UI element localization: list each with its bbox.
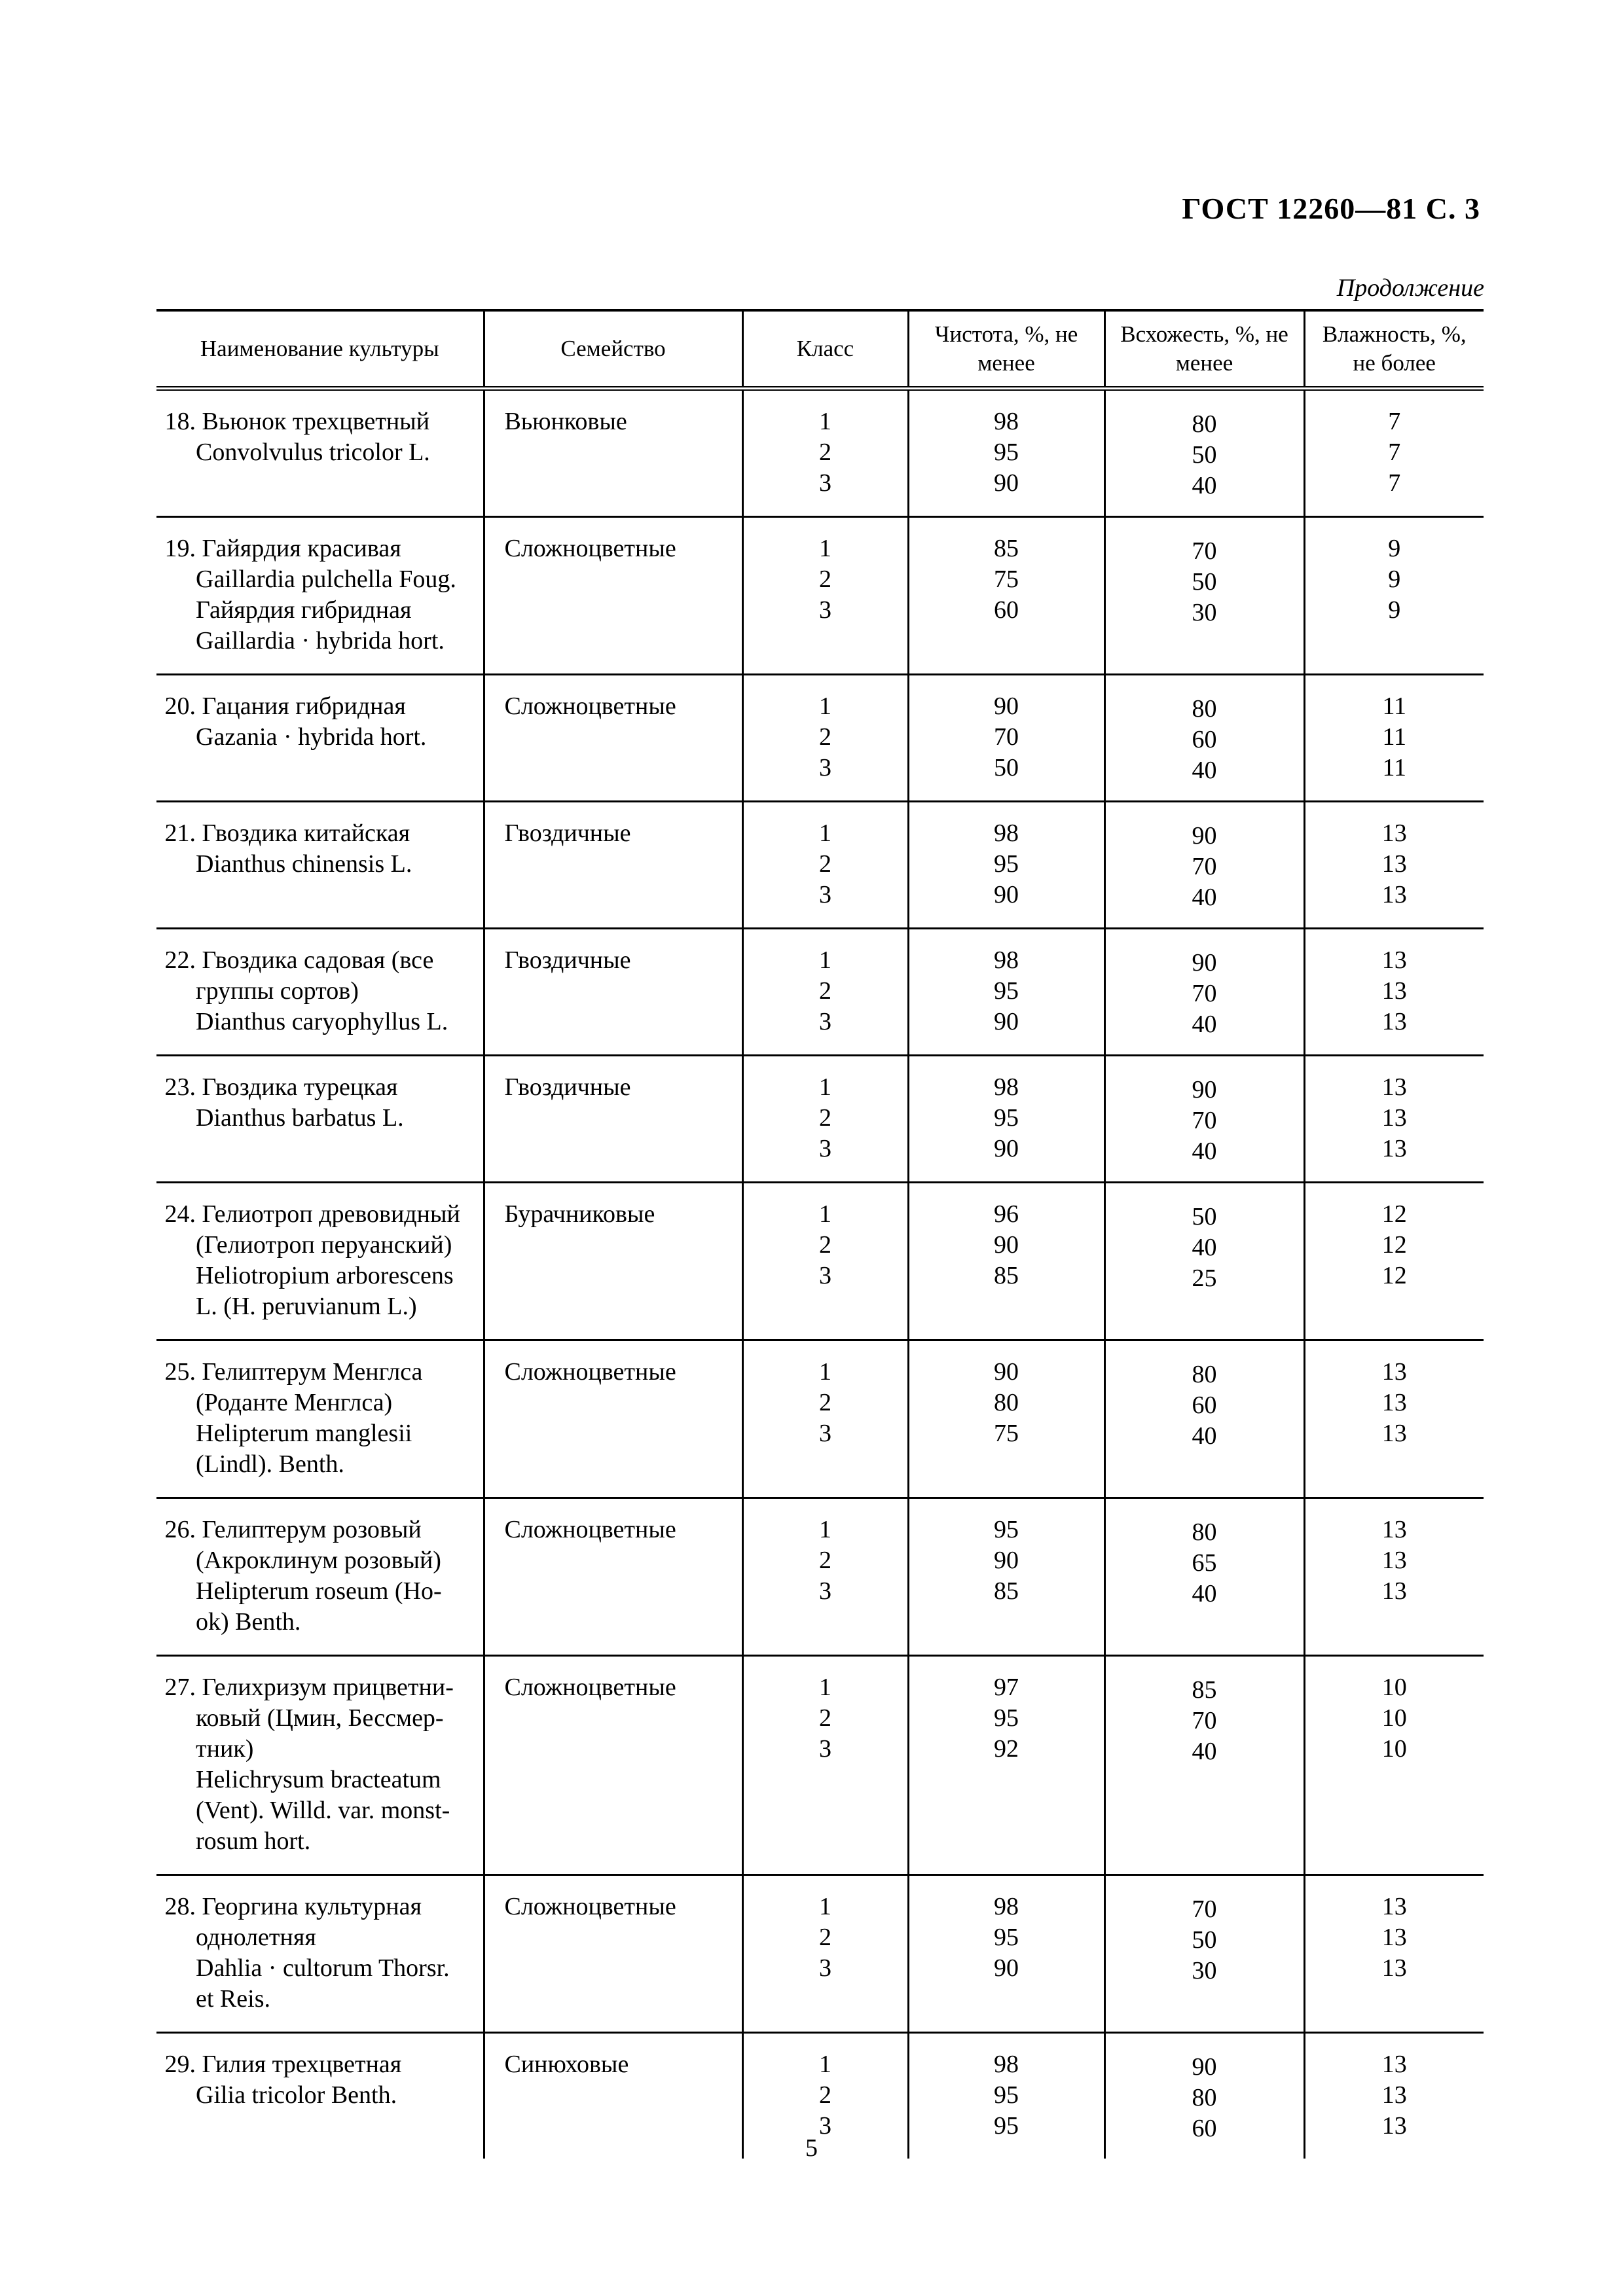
moisture-cell-value: 9 [1388,565,1401,593]
class-cell [742,389,908,517]
purity-cell-value: 90 [994,469,1019,497]
moisture-cell-value: 12 [1381,1200,1407,1228]
purity-cell-value: 85 [994,1577,1019,1605]
germination-cell-value: 60 [1192,726,1217,753]
moisture-cell-value: 13 [1381,2112,1407,2140]
purity-cell-value: 75 [994,565,1019,593]
culture-name-line [156,406,478,437]
class-cell-value: 1 [819,1893,831,1920]
germination-cell-value: 50 [1192,568,1217,596]
purity-cell-value: 50 [994,754,1019,781]
table-row [156,675,1484,802]
moisture-cell [1304,1656,1484,1875]
purity-cell [908,1498,1104,1656]
purity-cell [908,517,1104,675]
moisture-cell [1304,1056,1484,1183]
culture-name-cell [156,517,484,675]
germination-cell-value: 70 [1192,1895,1217,1923]
class-cell-value: 1 [819,692,831,720]
table-row [156,1498,1484,1656]
row-number: 26. [164,1516,196,1543]
row-number: 21. [164,819,196,847]
purity-cell-value: 85 [994,1262,1019,1289]
purity-cell-value: 90 [994,1954,1019,1982]
class-cell-value: 2 [819,850,831,878]
purity-cell [908,1340,1104,1498]
class-cell-value: 2 [819,565,831,593]
culture-name-text: Гвоздика китайская [202,819,410,847]
purity-cell-value: 95 [994,850,1019,878]
moisture-cell-value: 9 [1388,535,1401,562]
culture-name-cell [156,1498,484,1656]
culture-name-cell [156,1656,484,1875]
purity-cell-value: 98 [994,1073,1019,1101]
class-cell-value: 2 [819,1389,831,1416]
culture-name-line: Dahlia · cultorum Thorsr. [196,1954,450,1982]
class-cell-value: 3 [819,1954,831,1982]
row-number: 20. [164,692,196,720]
purity-cell [908,1183,1104,1340]
culture-name-line: (Гелиотроп перуанский) [196,1231,452,1259]
class-cell-value: 3 [819,469,831,497]
germination-cell [1104,517,1304,675]
row-number: 18. [164,408,196,435]
class-cell-value: 1 [819,408,831,435]
culture-name-line [156,1199,478,1230]
moisture-cell [1304,1875,1484,2033]
moisture-cell-value: 13 [1381,946,1407,974]
purity-cell-value: 70 [994,723,1019,751]
culture-name-cell [156,929,484,1056]
culture-name-cell [156,802,484,929]
moisture-cell-value: 12 [1381,1231,1407,1259]
row-number: 22. [164,946,196,974]
purity-cell-value: 95 [994,2112,1019,2140]
germination-cell-value: 80 [1192,2084,1217,2111]
germination-cell-value: 25 [1192,1265,1217,1292]
culture-name-cell [156,1056,484,1183]
class-cell [742,675,908,802]
column-header-family: Семейство [484,310,742,389]
table-row [156,929,1484,1056]
class-cell-value: 3 [819,1135,831,1162]
purity-cell-value: 85 [994,535,1019,562]
germination-cell-value: 60 [1192,2115,1217,2142]
class-cell-value: 1 [819,1674,831,1701]
class-cell-value: 3 [819,596,831,624]
class-cell-value: 3 [819,1577,831,1605]
culture-name-text: Гилия трехцветная [202,2051,402,2078]
moisture-cell-value: 13 [1381,1924,1407,1951]
class-cell [742,1656,908,1875]
germination-cell-value: 40 [1192,472,1217,499]
culture-name-line: (Lindl). Benth. [196,1450,344,1478]
culture-name-line [156,945,478,976]
culture-name-line: Helipterum roseum (Ho- [196,1577,442,1605]
class-cell-value: 1 [819,2051,831,2078]
culture-name-line: однолетняя [196,1924,316,1951]
germination-cell-value: 90 [1192,949,1217,977]
class-cell [742,1340,908,1498]
class-cell-value: 2 [819,2081,831,2109]
column-header-purity: Чистота, %, не менее [908,310,1104,389]
culture-name-line: L. (H. peruvianum L.) [196,1293,417,1320]
row-number: 29. [164,2051,196,2078]
family-cell: Вьюнковые [484,389,742,517]
germination-cell-value: 40 [1192,884,1217,911]
purity-cell-value: 95 [994,1104,1019,1132]
germination-cell-value: 40 [1192,1138,1217,1165]
purity-cell-value: 92 [994,1735,1019,1763]
germination-cell-value: 65 [1192,1549,1217,1577]
table-row [156,1875,1484,2033]
culture-name-text: Гелиптерум розовый [202,1516,422,1543]
moisture-cell-value: 13 [1381,1073,1407,1101]
culture-name-cell [156,389,484,517]
table-row [156,389,1484,517]
moisture-cell [1304,1183,1484,1340]
purity-cell-value: 90 [994,1008,1019,1035]
purity-cell-value: 98 [994,946,1019,974]
table-row [156,1656,1484,1875]
germination-cell-value: 40 [1192,1234,1217,1261]
moisture-cell-value: 13 [1381,819,1407,847]
germination-cell [1104,1875,1304,2033]
class-cell-value: 2 [819,977,831,1005]
culture-name-line: Dianthus chinensis L. [196,850,412,878]
purity-cell-value: 80 [994,1389,1019,1416]
class-cell [742,1498,908,1656]
row-number: 28. [164,1893,196,1920]
culture-name-line [156,533,478,564]
table-row [156,802,1484,929]
germination-cell-value: 80 [1192,410,1217,438]
class-cell [742,1875,908,2033]
row-number: 25. [164,1358,196,1386]
culture-name-line: rosum hort. [196,1827,311,1855]
culture-name-line [156,1892,478,1922]
culture-name-line: группы сортов) [196,977,359,1005]
moisture-cell [1304,675,1484,802]
purity-cell-value: 95 [994,977,1019,1005]
moisture-cell-value: 13 [1381,1420,1407,1447]
culture-name-line: ok) Benth. [196,1608,301,1636]
germination-cell-value: 50 [1192,1203,1217,1230]
germination-cell [1104,389,1304,517]
purity-cell-value: 95 [994,1516,1019,1543]
purity-cell-value: 90 [994,1358,1019,1386]
table-row [156,517,1484,675]
purity-cell [908,802,1104,929]
seed-standards-table [156,309,1484,2159]
continuation-label: Продолжение [1336,274,1484,302]
germination-cell-value: 80 [1192,1518,1217,1546]
class-cell-value: 1 [819,1358,831,1386]
purity-cell-value: 95 [994,2081,1019,2109]
germination-cell [1104,1183,1304,1340]
column-header-moisture: Влажность, %, не более [1304,310,1484,389]
moisture-cell-value: 13 [1381,1893,1407,1920]
culture-name-line: Convolvulus tricolor L. [196,439,430,466]
class-cell [742,1183,908,1340]
moisture-cell-value: 13 [1381,1389,1407,1416]
germination-cell-value: 40 [1192,1422,1217,1450]
class-cell [742,929,908,1056]
culture-name-line [156,1072,478,1103]
purity-cell-value: 90 [994,1135,1019,1162]
row-number: 23. [164,1073,196,1101]
family-cell: Бурачниковые [484,1183,742,1340]
germination-cell-value: 80 [1192,695,1217,723]
moisture-cell-value: 13 [1381,2081,1407,2109]
germination-cell [1104,1340,1304,1498]
moisture-cell-value: 7 [1388,408,1401,435]
culture-name-line: Гайярдия гибридная [196,596,412,624]
family-cell: Гвоздичные [484,1056,742,1183]
class-cell-value: 2 [819,723,831,751]
purity-cell [908,389,1104,517]
moisture-cell [1304,802,1484,929]
moisture-cell-value: 9 [1388,596,1401,624]
column-header-class: Класс [742,310,908,389]
moisture-cell [1304,1340,1484,1498]
moisture-cell-value: 13 [1381,977,1407,1005]
row-number: 27. [164,1674,196,1701]
germination-cell-value: 90 [1192,1076,1217,1103]
page-number: 5 [805,2134,818,2162]
family-cell: Сложноцветные [484,675,742,802]
culture-name-line: (Vent). Willd. var. monst- [196,1797,450,1824]
class-cell-value: 3 [819,1735,831,1763]
purity-cell-value: 96 [994,1200,1019,1228]
germination-cell-value: 70 [1192,1107,1217,1134]
class-cell-value: 3 [819,1262,831,1289]
moisture-cell-value: 10 [1381,1674,1407,1701]
culture-name-line: Gaillardia · hybrida hort. [196,627,445,655]
moisture-cell-value: 7 [1388,439,1401,466]
family-cell: Синюховые [484,2033,742,2159]
purity-cell-value: 75 [994,1420,1019,1447]
germination-cell-value: 40 [1192,757,1217,784]
germination-cell-value: 30 [1192,1957,1217,1984]
culture-name-line: Dianthus barbatus L. [196,1104,404,1132]
germination-cell [1104,802,1304,929]
row-number: 24. [164,1200,196,1228]
germination-cell-value: 90 [1192,2053,1217,2081]
moisture-cell-value: 10 [1381,1704,1407,1732]
culture-name-text: Георгина культурная [202,1893,422,1920]
culture-name-line: Heliotropium arborescens [196,1262,454,1289]
germination-cell-value: 40 [1192,1738,1217,1765]
class-cell-value: 1 [819,1200,831,1228]
purity-cell-value: 95 [994,1924,1019,1951]
moisture-cell-value: 13 [1381,1104,1407,1132]
purity-cell-value: 95 [994,1704,1019,1732]
germination-cell-value: 50 [1192,441,1217,469]
culture-name-text: Гелиотроп древовидный [202,1200,460,1228]
moisture-cell [1304,1498,1484,1656]
class-cell-value: 2 [819,1547,831,1574]
germination-cell [1104,1498,1304,1656]
moisture-cell [1304,929,1484,1056]
culture-name-text: Гайярдия красивая [202,535,401,562]
purity-cell [908,1656,1104,1875]
culture-name-text: Гацания гибридная [202,692,406,720]
moisture-cell-value: 10 [1381,1735,1407,1763]
table-body [156,389,1484,2159]
culture-name-line [156,2049,478,2080]
germination-cell-value: 70 [1192,537,1217,565]
germination-cell [1104,675,1304,802]
germination-cell [1104,1656,1304,1875]
class-cell-value: 2 [819,1704,831,1732]
table-row [156,1183,1484,1340]
culture-name-line: ковый (Цмин, Бессмер- [196,1704,444,1732]
moisture-cell-value: 12 [1381,1262,1407,1289]
culture-name-line: Gaillardia pulchella Foug. [196,565,456,593]
moisture-cell-value: 11 [1382,754,1407,781]
class-cell-value: 2 [819,1231,831,1259]
purity-cell-value: 98 [994,819,1019,847]
class-cell-value: 1 [819,1073,831,1101]
moisture-cell-value: 13 [1381,1577,1407,1605]
moisture-cell-value: 13 [1381,850,1407,878]
germination-cell [1104,1056,1304,1183]
culture-name-text: Гвоздика турецкая [202,1073,398,1101]
culture-name-line: Dianthus caryophyllus L. [196,1008,448,1035]
culture-name-cell [156,675,484,802]
family-cell: Сложноцветные [484,1340,742,1498]
germination-cell [1104,929,1304,1056]
column-header-germination: Всхожесть, %, не менее [1104,310,1304,389]
culture-name-line: et Reis. [196,1985,270,2013]
class-cell-value: 2 [819,439,831,466]
culture-name-line: тник) [196,1735,254,1763]
culture-name-line [156,818,478,849]
class-cell-value: 1 [819,1516,831,1543]
purity-cell [908,1875,1104,2033]
document-header: ГОСТ 12260—81 С. 3 [1182,192,1480,225]
class-cell [742,517,908,675]
moisture-cell-value: 7 [1388,469,1401,497]
culture-name-text: Гвоздика садовая (все [202,946,434,974]
class-cell-value: 2 [819,1924,831,1951]
culture-name-text: Гелихризум прицветни- [202,1674,454,1701]
family-cell: Сложноцветные [484,517,742,675]
purity-cell-value: 98 [994,408,1019,435]
table-row [156,1340,1484,1498]
purity-cell-value: 60 [994,596,1019,624]
purity-cell-value: 95 [994,439,1019,466]
culture-name-line: (Роданте Менглса) [196,1389,393,1416]
purity-cell-value: 90 [994,1547,1019,1574]
class-cell-value: 3 [819,1008,831,1035]
purity-cell-value: 90 [994,692,1019,720]
family-cell: Гвоздичные [484,802,742,929]
class-cell [742,1056,908,1183]
purity-cell-value: 98 [994,2051,1019,2078]
germination-cell-value: 70 [1192,980,1217,1007]
germination-cell-value: 50 [1192,1926,1217,1954]
culture-name-line [156,1672,478,1703]
moisture-cell-value: 13 [1381,1008,1407,1035]
class-cell-value: 3 [819,881,831,908]
class-cell-value: 1 [819,535,831,562]
germination-cell-value: 70 [1192,1707,1217,1734]
purity-cell-value: 90 [994,1231,1019,1259]
class-cell-value: 1 [819,819,831,847]
moisture-cell-value: 13 [1381,1547,1407,1574]
row-number: 19. [164,535,196,562]
purity-cell-value: 90 [994,881,1019,908]
class-cell-value: 3 [819,2112,831,2140]
purity-cell-value: 97 [994,1674,1019,1701]
germination-cell-value: 60 [1192,1391,1217,1419]
family-cell: Гвоздичные [484,929,742,1056]
purity-cell [908,1056,1104,1183]
moisture-cell-value: 13 [1381,1135,1407,1162]
family-cell: Сложноцветные [484,1498,742,1656]
class-cell-value: 3 [819,1420,831,1447]
moisture-cell [1304,389,1484,517]
family-cell: Сложноцветные [484,1656,742,1875]
culture-name-line: Helichrysum bracteatum [196,1766,441,1793]
culture-name-line [156,691,478,722]
class-cell [742,802,908,929]
moisture-cell-value: 13 [1381,881,1407,908]
culture-name-line: Gazania · hybrida hort. [196,723,427,751]
culture-name-text: Гелиптерум Менглса [202,1358,423,1386]
moisture-cell-value: 13 [1381,1516,1407,1543]
germination-cell-value: 40 [1192,1580,1217,1607]
germination-cell-value: 30 [1192,599,1217,626]
class-cell-value: 2 [819,1104,831,1132]
purity-cell-value: 98 [994,1893,1019,1920]
germination-cell-value: 40 [1192,1011,1217,1038]
column-header-culture: Наименование культуры [156,310,484,389]
germination-cell-value: 80 [1192,1361,1217,1388]
culture-name-text: Вьюнок трехцветный [202,408,430,435]
moisture-cell [1304,517,1484,675]
moisture-cell-value: 11 [1382,723,1407,751]
class-cell-value: 1 [819,946,831,974]
family-cell: Сложноцветные [484,1875,742,2033]
culture-name-line [156,1357,478,1388]
culture-name-line [156,1515,478,1545]
culture-name-cell [156,1340,484,1498]
germination-cell-value: 70 [1192,853,1217,880]
culture-name-line: Gilia tricolor Benth. [196,2081,397,2109]
moisture-cell-value: 13 [1381,1954,1407,1982]
table-row [156,1056,1484,1183]
moisture-cell-value: 11 [1382,692,1407,720]
culture-name-cell [156,1183,484,1340]
table-header-row [156,310,1484,389]
purity-cell [908,675,1104,802]
purity-cell [908,929,1104,1056]
moisture-cell-value: 13 [1381,2051,1407,2078]
class-cell-value: 3 [819,754,831,781]
moisture-cell-value: 13 [1381,1358,1407,1386]
culture-name-cell [156,1875,484,2033]
culture-name-line: (Акроклинум розовый) [196,1547,441,1574]
culture-name-line: Helipterum manglesii [196,1420,412,1447]
germination-cell-value: 85 [1192,1676,1217,1704]
germination-cell-value: 90 [1192,822,1217,850]
